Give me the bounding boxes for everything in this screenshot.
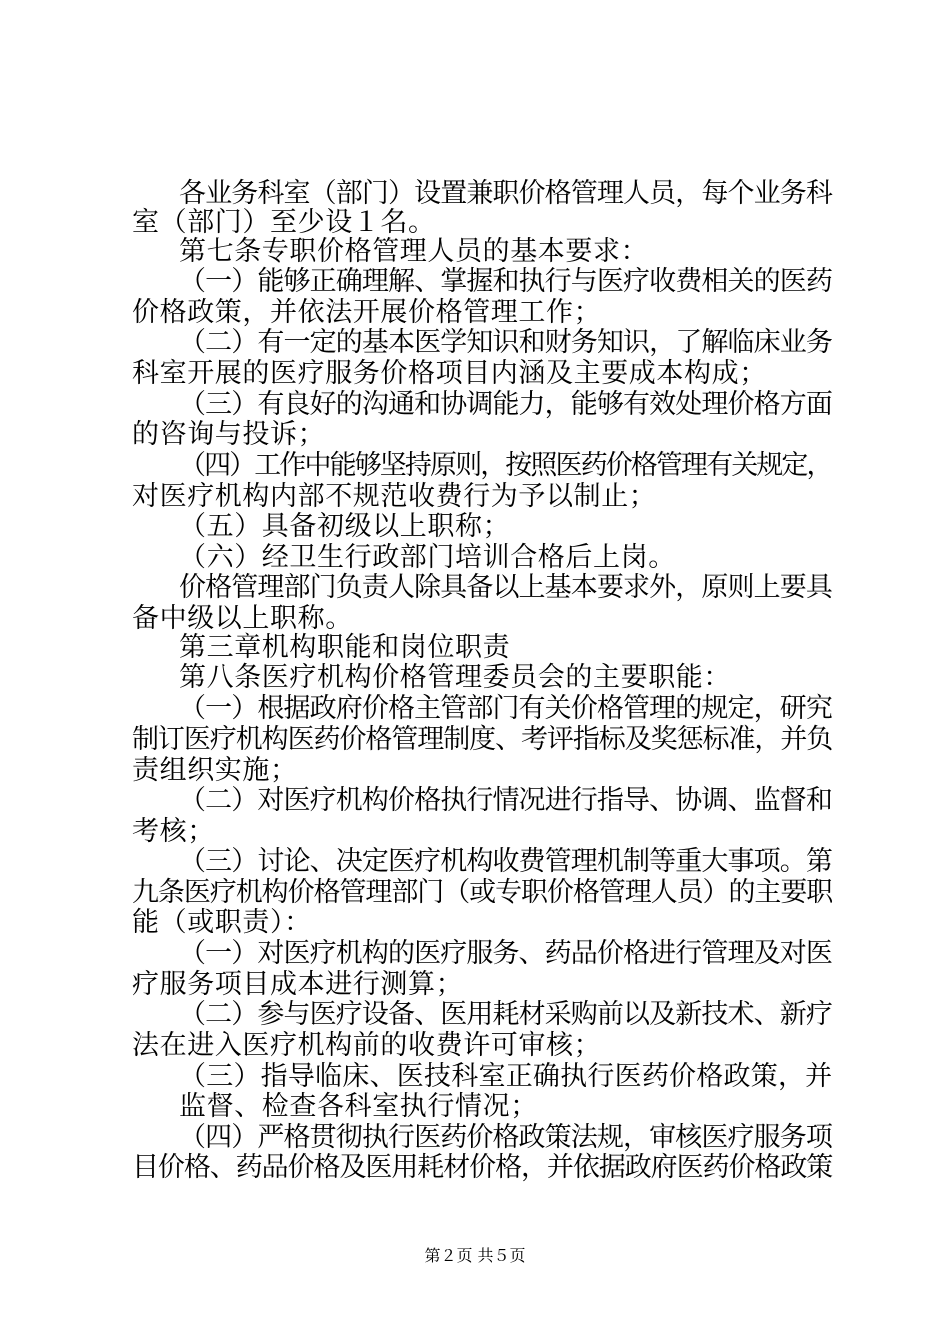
text-line: （四）严格贯彻执行医药价格政策法规，审核医疗服务项: [179, 1122, 832, 1153]
text-line: （三）指导临床、医技科室正确执行医药价格政策，并: [179, 1061, 833, 1092]
text-line: 的咨询与投诉；: [132, 419, 326, 450]
text-line: 监督、检查各科室执行情况；: [179, 1091, 538, 1122]
text-line: （一）对医疗机构的医疗服务、药品价格进行管理及对医: [179, 938, 832, 969]
text-line: 目价格、药品价格及医用耗材价格，并依据政府医药价格政策: [132, 1152, 833, 1183]
text-line: （二）对医疗机构价格执行情况进行指导、协调、监督和: [179, 785, 832, 816]
text-line: （一）能够正确理解、掌握和执行与医疗收费相关的医药: [179, 266, 832, 297]
text-line: 科室开展的医疗服务价格项目内涵及主要成本构成；: [132, 358, 767, 389]
text-line: 能（或职责）：: [132, 907, 312, 938]
text-line: 法在进入医疗机构前的收费许可审核；: [132, 1030, 602, 1061]
text-line: 第八条医疗机构价格管理委员会的主要职能：: [179, 662, 731, 693]
text-line: （三）讨论、决定医疗机构收费管理机制等重大事项。第: [179, 846, 832, 877]
text-line: （三）有良好的沟通和协调能力，能够有效处理价格方面: [179, 389, 832, 420]
text-line: （二）参与医疗设备、医用耗材采购前以及新技术、新疗: [179, 999, 832, 1030]
page-number-footer: 第２页 共５页: [424, 1246, 526, 1265]
text-line: 制订医疗机构医药价格管理制度、考评指标及奖惩标准，并负: [132, 724, 833, 755]
text-line: 疗服务项目成本进行测算；: [132, 969, 464, 1000]
text-line: 第三章机构职能和岗位职责: [179, 632, 511, 663]
text-line: （六）经卫生行政部门培训合格后上岗。: [179, 542, 676, 573]
text-line: 价格管理部门负责人除具备以上基本要求外，原则上要具: [179, 572, 832, 603]
text-line: 室（部门）至少设１名。: [132, 207, 436, 238]
text-line: 责组织实施；: [132, 755, 298, 786]
text-line: 考核；: [132, 816, 215, 847]
text-line: 对医疗机构内部不规范收费行为予以制止；: [132, 481, 657, 512]
text-line: （二）有一定的基本医学知识和财务知识，了解临床业务: [179, 327, 832, 358]
text-line: 第七条专职价格管理人员的基本要求：: [179, 236, 649, 267]
text-line: （一）根据政府价格主管部门有关价格管理的规定，研究: [179, 693, 832, 724]
text-line: （四）工作中能够坚持原则，按照医药价格管理有关规定，: [179, 450, 832, 481]
text-line: 各业务科室（部门）设置兼职价格管理人员，每个业务科: [179, 178, 832, 209]
text-line: 价格政策，并依法开展价格管理工作；: [132, 297, 602, 328]
text-line: （五）具备初级以上职称；: [179, 511, 511, 542]
text-line: 备中级以上职称。: [132, 603, 353, 634]
text-line: 九条医疗机构价格管理部门（或专职价格管理人员）的主要职: [132, 877, 833, 908]
